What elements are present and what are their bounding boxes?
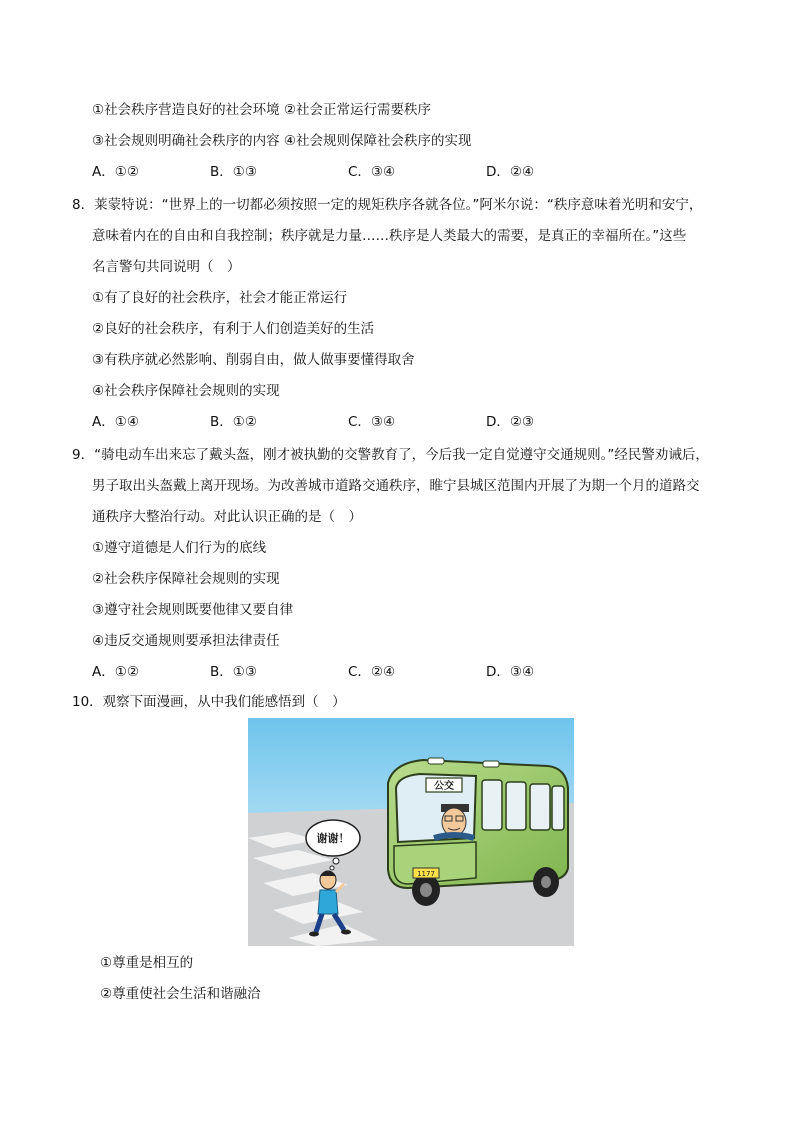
q7-option-a: A．①② xyxy=(92,164,139,180)
q9-option-d: D．③④ xyxy=(486,664,535,680)
q10-item-1: ①尊重是相互的 xyxy=(100,955,194,971)
q10-stem: 10．观察下面漫画，从中我们能感悟到（ ） xyxy=(72,694,346,710)
q8-item-3: ③有秩序就必然影响、削弱自由，做人做事要懂得取舍 xyxy=(92,352,415,368)
comic-illustration xyxy=(248,718,574,946)
q9-option-a: A．①② xyxy=(92,664,139,680)
q8-option-d: D．②③ xyxy=(486,414,535,430)
q7-option-c: C．③④ xyxy=(348,164,396,180)
bus xyxy=(388,758,568,906)
q9-stem-line-1: 9．“骑电动车出来忘了戴头盔，刚才被执勤的交警教育了，今后我一定自觉遵守交通规则。”经民警劝诫后， xyxy=(72,447,709,463)
q8-stem-line-2: 意味着内在的自由和自我控制；秩序就是力量……秩序是人类最大的需要，是真正的幸福所在。”这些 xyxy=(92,228,687,244)
q8-item-2: ②良好的社会秩序，有利于人们创造美好的生活 xyxy=(92,321,375,337)
q7-option-d: D．②④ xyxy=(486,164,535,180)
q7-statement-line-2: ③社会规则明确社会秩序的内容 ④社会规则保障社会秩序的实现 xyxy=(92,133,472,149)
q8-option-a: A．①④ xyxy=(92,414,139,430)
q9-item-4: ④违反交通规则要承担法律责任 xyxy=(92,633,280,649)
q8-option-c: C．③④ xyxy=(348,414,396,430)
q9-option-b: B．①③ xyxy=(210,664,257,680)
q9-stem-line-2: 男子取出头盔戴上离开现场。为改善城市道路交通秩序，睢宁县城区范围内开展了为期一个月的道路交 xyxy=(92,478,700,494)
speech-bubble-text: 谢谢！ xyxy=(316,832,350,845)
q8-item-4: ④社会秩序保障社会规则的实现 xyxy=(92,383,280,399)
q10-item-2: ②尊重使社会生活和谐融洽 xyxy=(100,986,261,1002)
q8-stem-line-1: 8．莱蒙特说：“世界上的一切都必须按照一定的规矩秩序各就各位。”阿米尔说：“秩序意味着光明和安宁， xyxy=(72,197,703,213)
q9-item-1: ①遵守道德是人们行为的底线 xyxy=(92,540,267,556)
q8-item-1: ①有了良好的社会秩序，社会才能正常运行 xyxy=(92,290,348,306)
license-plate-text: 1177 xyxy=(417,870,435,878)
q9-option-c: C．②④ xyxy=(348,664,396,680)
q8-option-b: B．①② xyxy=(210,414,257,430)
bus-sign-text: 公交 xyxy=(434,781,454,792)
q7-statement-line-1: ①社会秩序营造良好的社会环境 ②社会正常运行需要秩序 xyxy=(92,102,431,118)
q9-stem-line-3: 通秩序大整治行动。对此认识正确的是（ ） xyxy=(92,509,362,525)
q7-option-b: B．①③ xyxy=(210,164,257,180)
q8-stem-line-3: 名言警句共同说明（ ） xyxy=(92,259,241,275)
q9-item-2: ②社会秩序保障社会规则的实现 xyxy=(92,571,280,587)
q9-item-3: ③遵守社会规则既要他律又要自律 xyxy=(92,602,294,618)
